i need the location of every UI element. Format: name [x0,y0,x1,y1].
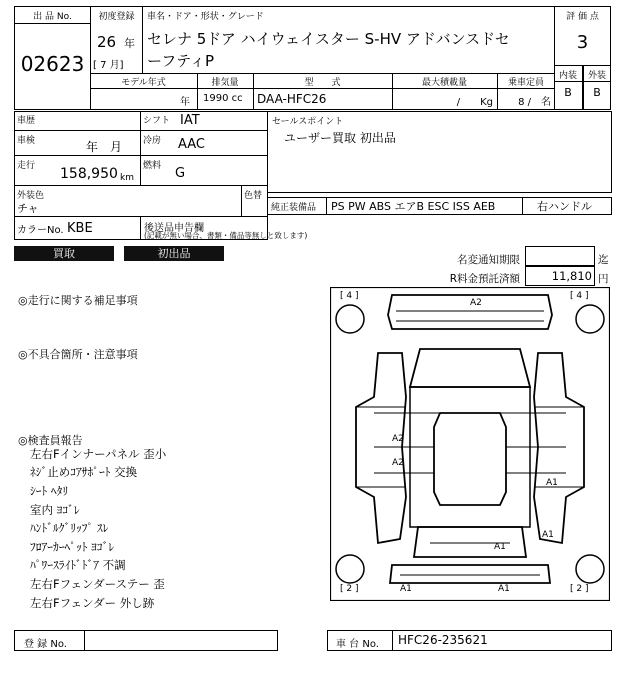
body-center-shape [410,387,530,527]
spec-hdiv-1 [14,130,268,131]
corner-front-left: [ 4 ] [340,291,359,301]
max-load-value: / Kg [456,97,493,108]
capacity-value: 8 / 名 [518,97,551,108]
capacity-label: 乗車定員 [507,78,544,88]
spec-vdiv-color [241,185,242,216]
recycle-unit: 円 [598,273,609,285]
interior-label: 内装 [558,71,577,81]
damage-diagram [330,287,610,601]
right-side-shape [534,353,584,543]
sales-label: セールスポイント [272,117,344,127]
inspection-value: 年 月 [86,140,123,154]
remark-item: 左右Fインナーパネル 歪小 [30,447,167,461]
mark-rear-bumper-right: A1 [498,584,510,594]
color-no-value: KBE [67,221,93,236]
lot-number: 02623 [20,52,85,76]
left-side-shape [356,353,406,543]
shift-value: IAT [180,113,200,128]
remark-item: ﾊﾝﾄﾞﾙｸﾞﾘｯﾌﾟ ｽﾚ [30,521,109,535]
chassis-div [392,630,393,651]
reg-no-div [84,630,85,651]
equip-div-1 [326,197,327,215]
reg-no-label: 登 録 No. [24,639,67,650]
corner-front-right: [ 4 ] [570,291,589,301]
equip-value: PS PW ABS エアB ESC ISS AEB [331,200,496,213]
spec-vdiv-bottom [140,216,141,240]
tag-buyout: 買取 [14,246,114,261]
spec-hdiv-3 [14,185,268,186]
first-reg-label: 初度登録 [98,12,135,22]
inspection-label: 車検 [17,136,36,146]
mileage-value: 158,950 [60,166,118,182]
score-label: 評 価 点 [566,12,599,22]
remarks-inspector-heading: ◎検査員報告 [18,434,83,447]
equip-label: 純正装備品 [271,203,317,213]
score-value: 3 [576,32,589,53]
interior-grade: B [564,86,572,99]
spec-vdiv [140,111,141,185]
remark-item: 室内 ﾖｺﾞﾚ [30,503,80,517]
repaint-label: 色替 [244,191,263,201]
color-no-label: カラーNo. [17,225,64,236]
hood-shape [410,349,530,387]
spec-hdiv-2 [14,155,268,156]
corner-rear-right: [ 2 ] [570,584,589,594]
ac-label: 冷房 [143,136,162,146]
mileage-label: 走行 [17,161,36,171]
sales-text: ユーザー買取 初出品 [284,131,396,145]
car-name-label: 車名・ドア・形状・グレード [147,12,264,22]
model-year-unit: 年 [180,97,190,108]
remark-item: 左右Fフェンダー 外し跡 [30,596,155,610]
remark-item: ﾊﾟﾜｰｽﾗｲﾄﾞﾄﾞｱ 不調 [30,558,126,572]
displacement-label: 排気量 [211,78,239,88]
deadline-label: 名変通知期限 [457,254,520,266]
car-name-line1: セレナ 5ドア ハイウェイスター S-HV アドバンスドセ [147,30,510,48]
roof-shape [434,413,506,505]
mileage-unit: km [120,173,134,183]
deadline-unit: 迄 [598,254,609,266]
chassis-value: HFC26-235621 [398,633,488,647]
mark-front-bumper: A2 [470,298,482,308]
mark-right-side: A1 [546,478,558,488]
remark-item: ﾈｼﾞ止めｺｱｻﾎﾟｰﾄ 交換 [30,465,138,479]
exterior-grade: B [593,86,601,99]
ext-color-label: 外装色 [17,191,45,201]
mark-right-rear: A1 [542,530,554,540]
type-value: DAA-HFC26 [257,92,327,106]
equip-div-2 [522,197,523,215]
wheel-rr-icon [576,555,604,583]
post-report-label: 後送品申告欄 [144,223,204,234]
type-label: 型 式 [304,78,341,88]
car-name-line2: ーフティP [147,52,215,70]
max-load-label: 最大積載量 [421,78,467,88]
reg-year-unit: 年 [124,37,135,50]
reg-month: [ 7 月] [93,60,124,71]
post-report-note: (記載が無い場合、書類・備品等無しと致します) [144,231,308,240]
mark-rear-bumper-left: A1 [400,584,412,594]
displacement-value: 1990 cc [203,93,243,104]
recycle-label: R料金預託済額 [449,273,520,285]
fuel-label: 燃料 [143,161,162,171]
recycle-value: 11,810 [551,269,592,283]
remarks-issues-heading: ◎不具合箇所・注意事項 [18,348,138,361]
spec-hdiv-4 [14,216,268,217]
wheel-rl-icon [336,555,364,583]
wheel-fr-icon [576,305,604,333]
ac-value: AAC [178,137,205,152]
shift-label: シフト [143,116,171,126]
exterior-label: 外装 [587,71,606,81]
tag-first-listing: 初出品 [124,246,224,261]
remark-item: 左右Fフェンダーステー 歪 [30,577,165,591]
mark-rear-gate: A1 [494,542,506,552]
model-year-label: モデル年式 [121,78,166,88]
ext-color-value: チャ [17,202,39,215]
corner-rear-left: [ 2 ] [340,584,359,594]
mark-hood-lower: A2 [392,458,404,468]
remark-item: ｼｰﾄ ﾍﾀﾘ [30,484,69,498]
reg-year: 26 [97,33,117,51]
remarks-mileage-heading: ◎走行に関する補足事項 [18,294,138,307]
lot-label: 出 品 No. [33,12,72,22]
remark-item: ﾌﾛｱｰｶｰﾍﾟｯﾄ ﾖｺﾞﾚ [30,540,115,554]
deadline-box [525,246,595,266]
wheel-fl-icon [336,305,364,333]
fuel-value: G [175,166,186,181]
handle-value: 右ハンドル [537,200,592,213]
rear-bumper-shape [390,565,550,583]
history-label: 車歴 [17,116,36,126]
mark-hood-upper: A2 [392,434,404,444]
rear-gate-shape [414,527,526,557]
chassis-label: 車 台 No. [336,639,379,650]
